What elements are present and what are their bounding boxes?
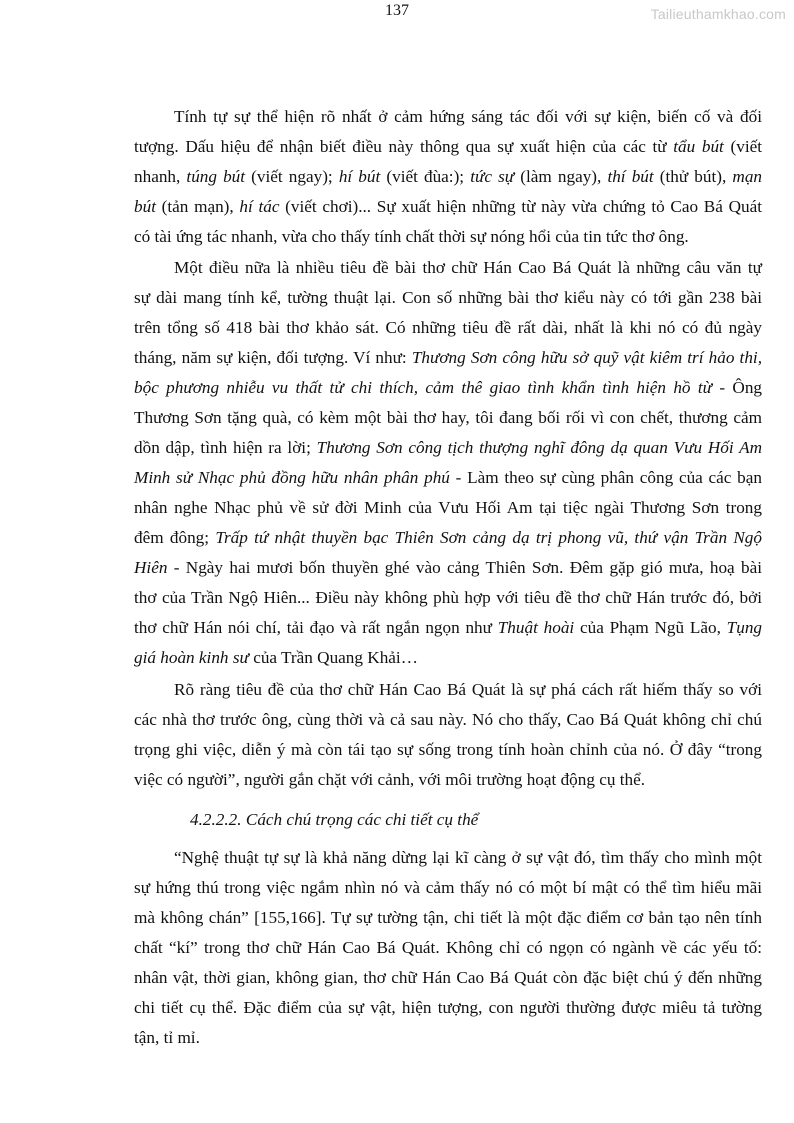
text-segment: (viết ngay); (245, 167, 339, 186)
text-segment: “Nghệ thuật tự sự là khả năng dừng lại kĩ càng ở sự vật đó, tìm thấy cho mình một (174, 848, 762, 867)
italic-text: giá hoàn kinh sư (134, 648, 249, 667)
text-line (134, 493, 762, 523)
text-line (174, 102, 762, 132)
text-segment: (thử bút), (653, 167, 733, 186)
text-line (190, 805, 690, 835)
text-segment: có tài ứng tác nhanh, vừa cho thấy tính chất thời sự nóng hổi của tin tức thơ ông. (134, 227, 689, 246)
text-segment: tận, tỉ mỉ. (134, 1028, 200, 1047)
italic-text: Tụng (726, 618, 763, 637)
text-segment: (làm ngay), (514, 167, 608, 186)
text-segment: Một điều nữa là nhiều tiêu đề bài thơ chữ Hán Cao Bá Quát là những câu văn tự (174, 258, 762, 277)
page-number: 137 (385, 2, 409, 19)
text-segment: nhân vật, thời gian, không gian, thơ chữ Hán Cao Bá Quát còn đặc biệt chú ý đến những (134, 968, 762, 987)
text-line (134, 283, 762, 313)
text-segment: (viết (723, 137, 763, 156)
text-segment: Tính tự sự thể hiện rõ nhất ở cảm hứng sáng tác đối với sự kiện, biến cố và đối (174, 107, 762, 126)
text-line (174, 843, 762, 873)
text-segment: Rõ ràng tiêu đề của thơ chữ Hán Cao Bá Quát là sự phá cách rất hiếm thấy so với (174, 680, 762, 699)
text-line (174, 253, 762, 283)
text-segment: các nhà thơ trước ông, cùng thời và cả sau này. Nó cho thấy, Cao Bá Quát không chỉ chú (134, 710, 762, 729)
text-line (134, 583, 762, 613)
text-segment: - Ông (712, 378, 763, 397)
italic-text: bút (134, 197, 156, 216)
text-segment: chi tiết cụ thể. Đặc điểm của sự vật, hiện tượng, con người thường được miêu tả tường (134, 998, 762, 1017)
text-segment: 4.2.2.2. Cách chú trọng các chi tiết cụ thể (190, 810, 479, 829)
text-segment: nhanh, (134, 167, 187, 186)
text-line (134, 643, 762, 673)
text-line (134, 705, 762, 735)
text-line (134, 192, 762, 222)
text-segment: Thương Sơn tặng quà, có kèm một bài thơ hay, tôi đang bối rối vì con chết, thương cảm (134, 408, 762, 427)
text-line (134, 373, 762, 403)
text-segment: (viết đùa:); (380, 167, 471, 186)
text-segment: thơ của Trần Ngộ Hiên... Điều này không phù hợp với tiêu đề thơ chữ Hán trước đó, bởi (134, 588, 762, 607)
text-line (134, 403, 762, 433)
italic-text: mạn (732, 167, 763, 186)
text-segment: của Trần Quang Khải… (248, 648, 418, 667)
italic-text: tức sự (470, 167, 515, 186)
text-segment: - Làm theo sự cùng phân công của các bạn (449, 468, 762, 487)
italic-text: tẩu bút (673, 137, 724, 156)
text-segment: đêm đông; (134, 528, 216, 547)
text-segment: tượng. Dấu hiệu để nhận biết điều này thông qua sự xuất hiện của các từ (134, 137, 674, 156)
text-line (134, 162, 762, 192)
text-line (134, 933, 762, 963)
text-segment: nhân nghe Nhạc phủ về sử đời Minh của Vưu Hối Am tại tiệc ngài Thương Sơn trong (134, 498, 762, 517)
watermark: Tailieuthamkhao.com (650, 6, 786, 22)
text-line (134, 963, 762, 993)
text-line (134, 313, 762, 343)
text-line (134, 903, 762, 933)
text-line (134, 735, 762, 765)
text-line (134, 463, 762, 493)
text-line (134, 873, 762, 903)
text-line (134, 523, 762, 553)
text-line (134, 433, 762, 463)
italic-text: thí bút (607, 167, 654, 186)
text-segment: dồn dập, tình hiện ra lời; (134, 438, 317, 457)
italic-text: hí bút (338, 167, 381, 186)
italic-text: Thuật hoài (497, 618, 575, 637)
text-segment: mà không chán” [155,166]. Tự sự tường tận, chi tiết là một đặc điểm cơ bản tạo nên tính (134, 908, 762, 927)
text-line (134, 343, 762, 373)
text-segment: - Ngày hai mươi bốn thuyền ghé vào cảng Thiên Sơn. Đêm gặp gió mưa, hoạ bài (167, 558, 762, 577)
text-segment: của Phạm Ngũ Lão, (574, 618, 727, 637)
text-segment: trên tổng số 418 bài thơ khảo sát. Có những tiêu đề rất dài, nhất là khi nó có đủ ngày (134, 318, 762, 337)
text-line (134, 1023, 762, 1053)
text-segment: tháng, năm sự kiện, đối tượng. Ví như: (134, 348, 412, 367)
italic-text: bộc phương nhiễu vu thất tử chi thích, cảm thê giao tình khẩn tình hiện hồ từ (134, 378, 713, 397)
text-segment: thơ chữ Hán nói chí, tải đạo và rất ngắn ngọn như (134, 618, 498, 637)
text-segment: chất “kí” trong thơ chữ Hán Cao Bá Quát. Không chỉ có ngọn có ngành về các yếu tố: (134, 938, 762, 957)
italic-text: túng bút (186, 167, 246, 186)
text-segment: sự dài mang tính kể, tường thuật lại. Con số những bài thơ kiểu này có tới gần 238 bài (134, 288, 762, 307)
text-segment: (viết chơi)... Sự xuất hiện những từ này vừa chứng tỏ Cao Bá Quát (279, 197, 762, 216)
text-line (134, 132, 762, 162)
text-segment: trọng ghi việc, diễn ý mà còn tái tạo sự sống trong tính hoàn chỉnh của nó. Ở đây “trong (134, 740, 762, 759)
italic-text: Thương Sơn công tịch thượng nghĩ đông dạ quan Vưu Hối Am (316, 438, 762, 457)
text-line (134, 993, 762, 1023)
text-line (134, 765, 762, 795)
text-segment: việc có người”, người gắn chặt với cảnh, với môi trường hoạt động cụ thể. (134, 770, 646, 789)
text-segment: (tản mạn), (155, 197, 240, 216)
italic-text: hí tác (239, 197, 280, 216)
italic-text: Trấp tứ nhật thuyền bạc Thiên Sơn cảng dạ trị phong vũ, thứ vận Trần Ngộ (215, 528, 762, 547)
italic-text: Minh sử Nhạc phủ đồng hữu nhân phân phú (134, 468, 450, 487)
text-line (134, 553, 762, 583)
text-line (174, 675, 762, 705)
italic-text: Hiên (134, 558, 168, 577)
text-segment: sự hứng thú trong việc ngắm nhìn nó và cảm thấy nó có một bí mật có thể tìm hiểu mãi (134, 878, 762, 897)
text-line (134, 222, 762, 252)
italic-text: Thương Sơn công hữu sở quỹ vật kiêm trí hảo thi, (411, 348, 762, 367)
text-line (134, 613, 762, 643)
